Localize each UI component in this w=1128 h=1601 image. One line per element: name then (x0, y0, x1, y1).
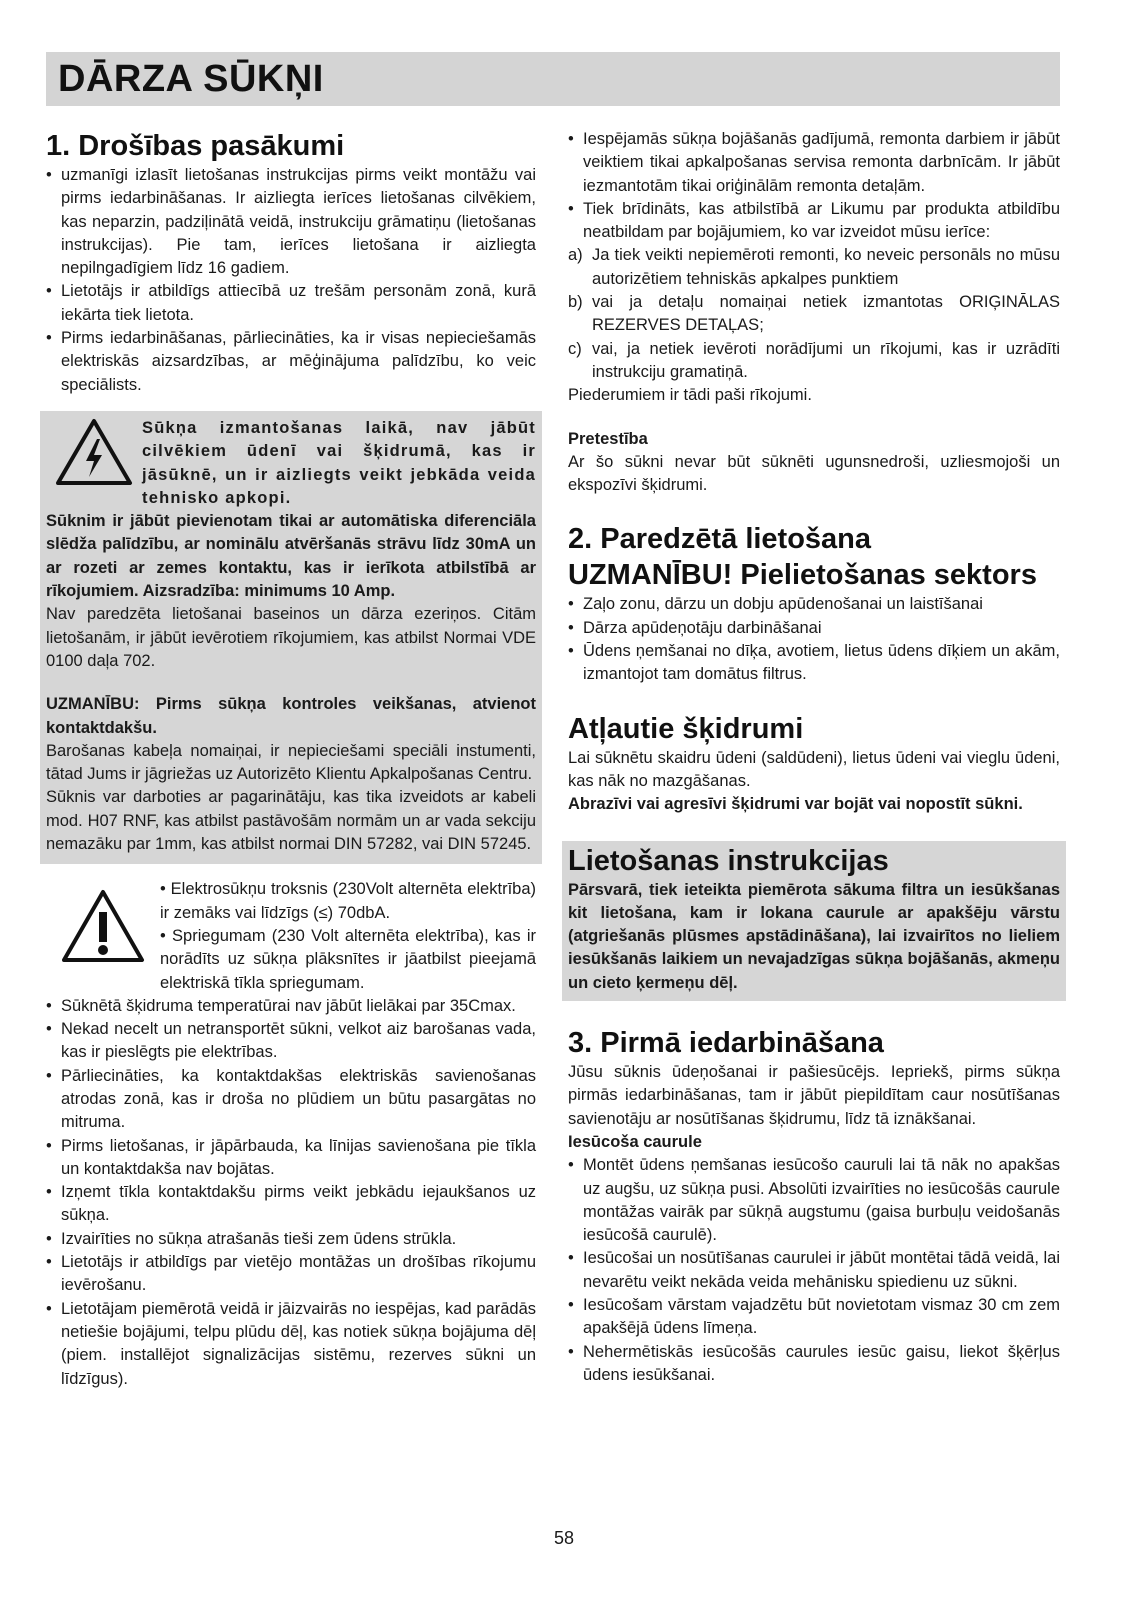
warning-text: Barošanas kabeļa nomaiņai, ir nepieciešami speciāli instumenti, tātad Jums ir jāgriežas uz Autorizēto Klientu Apkalpošanas Centru. (46, 741, 536, 784)
list-item: • Pirms lietošanas, ir jāpārbauda, ka līnijas savienošana pie tīkla un kontaktdakša nav bojātas. (46, 1135, 536, 1182)
list-item: • Izņemt tīkla kontaktdakšu pirms veikt jebkādu iejaukšanos uz sūkņa. (46, 1181, 536, 1228)
suction-list (568, 1154, 1060, 1387)
repair-list (568, 128, 1060, 244)
list-item: • Pirms iedarbināšanas, pārliecināties, ka ir visas nepieciešamās elektriskās aizsardzības, ar mēģinājuma palīdzību, ko veic speciālists. (46, 327, 536, 397)
list-item: • Pārliecināties, ka kontaktdakšas elektriskās savienošanas atrodas zonā, kas ir droša no plūdiem un būtu pasargātas no mitruma. (46, 1065, 536, 1135)
instructions-box (562, 841, 1066, 1001)
list-item: • Lietotājs ir atbildīgs attiecībā uz trešām personām zonā, kurā iekārta tiek lietota. (46, 280, 536, 327)
caution-warning-icon (46, 878, 160, 994)
warning-text: Nav paredzēta lietošanai baseinos un dārza ezeriņos. Citām lietošanām, ir jābūt ievērotiem rīkojumiem, kas atbilst Normai VDE 0100 daļa 702. (46, 605, 536, 670)
resistance-text: Ar šo sūkni nevar būt sūknēti ugunsnedroši, uzliesmojoši un ekspozīvi šķidrumi. (568, 452, 1060, 495)
resistance-title: Pretestība (568, 429, 648, 448)
warning-text: Sūknim ir jābūt pievienotam tikai ar automātiska diferenciāla slēdža palīdzību, ar nominālu atvēršanās strāvu līdz 30mA un ar rozeti ar zemes kontaktu, kas ir ierīkota atbilstībā ar rīkojumiem. Aizsradzība: minimums 10 Amp. (46, 512, 536, 601)
list-item: • Lietotājam piemērotā veidā ir jāizvairās no iespējas, kad parādās netiešie bojājumi, telpu plūdu dēļ, kas notiek sūkņa bojājuma dēļ (piem. installējot signalizācijas sistēmu, rezerves sūkni un līdzīgus). (46, 1298, 536, 1391)
warning-text: UZMANĪBU: Pirms sūkņa kontroles veikšanas, atvienot kontaktdakšu. (46, 695, 536, 737)
noise-voltage-block (46, 878, 536, 994)
instructions-text: Pārsvarā, tiek ieteikta piemērota sākuma filtra un iesūkšanas kit lietošana, kam ir lokana caurule ar apakšēju vārstu (atgriešanās plūsmes apstādināšana), lai izvairītos no lieliem iesūkšanās laikiem un nevajadzīgas sūkņa bojāšanās, akmeņu un cieto ķermeņu dēļ. (568, 880, 1060, 992)
list-item: a) Ja tiek veikti nepiemēroti remonti, ko neveic personāls no mūsu autorizētiem tehniskās apkalpes punktiem (568, 246, 1060, 288)
usage-list (568, 593, 1060, 686)
right-column (568, 128, 1060, 1387)
list-item: • uzmanīgi izlasīt lietošanas instrukcijas pirms veikt montāžu vai pirms iedarbināšanas. Ir aizliegta ierīces lietošanas cilvēkiem, kas neparzin, padziļinātā veidā, instrukciju grāmatiņu (lietošanas instrukcijas). Pie tam, ierīces lietošana ir aizliegta nepilngadīgiem līdz 16 gadiem. (46, 164, 536, 280)
warning-text: Sūkņa izmantošanas laikā, nav jābūt cilvēkiem ūdenī vai šķidrumā, kas ir jāsūknē, un ir aizliegts veikt jebkāda veida tehnisko apkopi. (142, 418, 536, 507)
list-item: • Iesūcošai un nosūtīšanas caurulei ir jābūt montētai tādā veidā, lai nevarētu veikt nekāda veida mehānisku spiedienu uz sūkni. (568, 1247, 1060, 1294)
liquids-title: Atļautie šķidrumi (568, 712, 804, 745)
list-item: • Montēt ūdens ņemšanas iesūcošo cauruli lai tā nāk no apakšas uz augšu, uz sūkņa pusi. Absolūti izvairīties no iesūcošās caurule montāžas vairāk par sūkņā augstumu (gaisa burbuļu veidošanās iesūcošā caurulē). (568, 1154, 1060, 1247)
list-item: • Nehermētiskās iesūcošās caurules iesūc gaisu, liekot šķērļus ūdens iesūkšanai. (568, 1341, 1060, 1388)
list-item: • Dārza apūdeņotāju darbināšanai (568, 617, 1060, 640)
electric-shock-warning-icon (46, 417, 142, 489)
list-item: • Sūknētā šķidruma temperatūrai nav jābūt lielākai par 35Cmax. (46, 995, 536, 1018)
list-item: • Iesūcošam vārstam vajadzētu būt novietotam vismaz 30 cm zem apakšējā ūdens līmeņa. (568, 1294, 1060, 1341)
liquids-text: Lai sūknētu skaidru ūdeni (saldūdeni), lietus ūdeni vai vieglu ūdeni, kas nāk no mazgāšanas. (568, 748, 1060, 790)
electric-warning-box (40, 411, 542, 864)
safety-list (46, 164, 536, 397)
warning-text: Sūknis var darboties ar pagarinātāju, kas tika izveidots ar kabeli mod. H07 RNF, kas atbilst pastāvošām normām un ar vada sekciju nemazāku par 1mm, kas atbilst normai DIN 57282, vai DIN 57245. (46, 788, 536, 854)
safety-list-2 (46, 995, 536, 1391)
list-item: • Nekad necelt un netransportēt sūkni, velkot aiz barošanas vada, kas ir pieslēgts pie elektrības. (46, 1018, 536, 1065)
list-item: • Tiek brīdināts, kas atbilstībā ar Likumu par produkta atbildību neatbildam par bojājumiem, ko var izveidot mūsu ierīce: (568, 198, 1060, 245)
list-item: • Lietotājs ir atbildīgs par vietējo montāžas un drošības rīkojumu ievērošanu. (46, 1251, 536, 1298)
liquids-warning: Abrazīvi vai agresīvi šķidrumi var bojāt vai nopostīt sūkni. (568, 795, 1023, 814)
liability-list (568, 244, 1060, 384)
section-2-subtitle: UZMANĪBU! Pielietošanas sektors (568, 559, 1037, 592)
suction-title: Iesūcoša caurule (568, 1132, 702, 1151)
voltage-text: • Spriegumam (230 Volt alternēta elektrība), kas ir norādīts uz sūkņa plāksnītes ir jāatbilst pieejamā elektriskā tīkla spriegumam. (160, 926, 536, 992)
list-item: • Izvairīties no sūkņa atrašanās tieši zem ūdens strūkla. (46, 1228, 536, 1251)
noise-text: • Elektrosūkņu troksnis (230Volt alternēta elektrība) ir zemāks vai līdzīgs (≤) 70dbA. (160, 880, 536, 922)
instructions-title: Lietošanas instrukcijas (568, 844, 889, 877)
section-1-title: 1. Drošības pasākumi (46, 130, 345, 162)
first-start-text: Jūsu sūknis ūdeņošanai ir pašiesūcējs. Iepriekš, pirms sūkņa pirmās iedarbināšanas, tam ir jābūt piepildītam caur nosūtīšanas savienotāju ar nosūtīšanas šķidrumu, līdz tā iznākšanai. (568, 1063, 1060, 1128)
accessories-note: Piederumiem ir tādi paši rīkojumi. (568, 386, 812, 405)
page-number: 58 (553, 1528, 575, 1548)
page-title: DĀRZA SŪKŅI (58, 58, 324, 100)
section-2-title: 2. Paredzētā lietošana (568, 523, 872, 556)
list-item: • Zaļo zonu, dārzu un dobju apūdenošanai un laistīšanai (568, 593, 1060, 616)
left-column (46, 128, 536, 1391)
list-item: c) vai, ja netiek ievēroti norādījumi un rīkojumi, kas ir uzrādīti instrukciju gramatiņā. (568, 339, 1060, 381)
section-3-title: 3. Pirmā iedarbināšana (568, 1027, 884, 1060)
list-item: b) vai ja detaļu nomaiņai netiek izmantotas ORIĢINĀLAS REZERVES DETAĻAS; (568, 293, 1060, 335)
title-bar (46, 52, 1060, 106)
list-item: • Iespējamās sūkņa bojāšanās gadījumā, remonta darbiem ir jābūt veiktiem tikai apkalpošanas servisa remonta darbnīcām. Ir jābūt iezmantotām tikai oriģinālām remonta detaļām. (568, 128, 1060, 198)
list-item: • Ūdens ņemšanai no dīķa, avotiem, lietus ūdens dīķiem un akām, izmantojot tam domātus filtrus. (568, 640, 1060, 687)
